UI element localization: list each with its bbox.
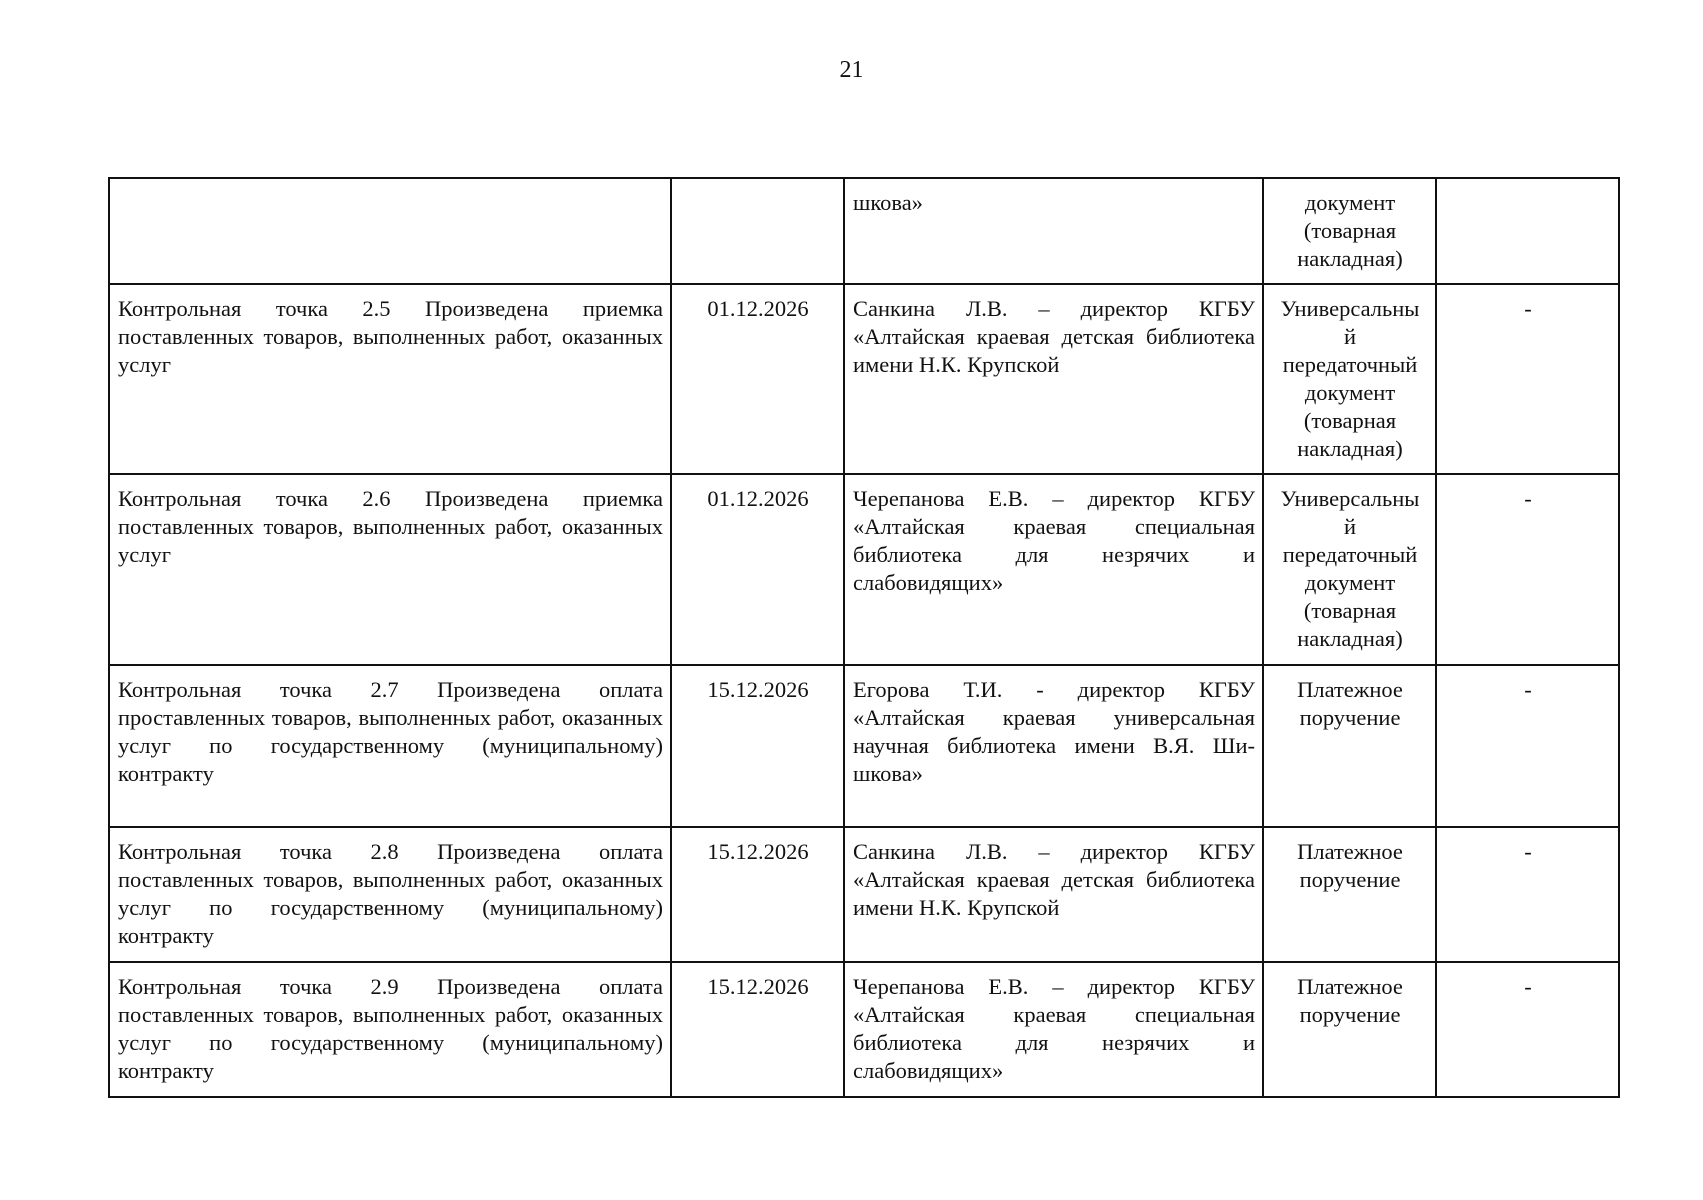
- cell-note: -: [1436, 474, 1619, 665]
- cell-document: Универсальны й передаточный документ (товарная накладная): [1263, 284, 1436, 474]
- table-row: [109, 665, 1619, 827]
- cell-note: -: [1436, 962, 1619, 1097]
- cell-date: 15.12.2026: [671, 665, 844, 827]
- cell-note: [1436, 178, 1619, 284]
- table-row: [109, 962, 1619, 1097]
- cell-responsible: Черепанова Е.В. – директор КГБУ «Алтайская краевая специальная библиотека для незрячих и слабовидящих»: [844, 474, 1263, 665]
- table-row-continuation: [109, 178, 1619, 284]
- page-number: 21: [839, 57, 864, 83]
- cell-document: Универсальны й передаточный документ (товарная накладная): [1263, 474, 1436, 665]
- cell-responsible: Егорова Т.И. - директор КГБУ «Алтайская краевая универсальная научная библиотека имени В.Я. Ши-шкова»: [844, 665, 1263, 827]
- cell-document: Платежное поручение: [1263, 827, 1436, 962]
- cell-event: Контрольная точка 2.8 Произведена оплата поставленных товаров, выполненных работ, оказанных услуг по государственному (муниципальному) контракту: [109, 827, 671, 962]
- cell-document: Платежное поручение: [1263, 962, 1436, 1097]
- cell-note: -: [1436, 827, 1619, 962]
- cell-date: 01.12.2026: [671, 284, 844, 474]
- cell-event: Контрольная точка 2.7 Произведена оплата проставленных товаров, выполненных работ, оказанных услуг по государственному (муниципальному) контракту: [109, 665, 671, 827]
- cell-event: [109, 178, 671, 284]
- cell-document: документ (товарная накладная): [1263, 178, 1436, 284]
- control-points-table: [108, 177, 1620, 1098]
- table-row: [109, 284, 1619, 474]
- table-row: [109, 474, 1619, 665]
- cell-responsible: Санкина Л.В. – директор КГБУ «Алтайская краевая детская библиотека имени Н.К. Крупской: [844, 827, 1263, 962]
- cell-responsible: шкова»: [844, 178, 1263, 284]
- cell-event: Контрольная точка 2.9 Произведена оплата поставленных товаров, выполненных работ, оказанных услуг по государственному (муниципальному) контракту: [109, 962, 671, 1097]
- cell-note: -: [1436, 284, 1619, 474]
- cell-responsible: Черепанова Е.В. – директор КГБУ «Алтайская краевая специальная библиотека для незрячих и слабовидящих»: [844, 962, 1263, 1097]
- cell-date: 15.12.2026: [671, 827, 844, 962]
- cell-document: Платежное поручение: [1263, 665, 1436, 827]
- cell-date: 01.12.2026: [671, 474, 844, 665]
- cell-responsible: Санкина Л.В. – директор КГБУ «Алтайская краевая детская библиотека имени Н.К. Крупской: [844, 284, 1263, 474]
- cell-event: Контрольная точка 2.5 Произведена приемка поставленных товаров, выполненных работ, оказанных услуг: [109, 284, 671, 474]
- cell-note: -: [1436, 665, 1619, 827]
- cell-date: [671, 178, 844, 284]
- table-row: [109, 827, 1619, 962]
- cell-event: Контрольная точка 2.6 Произведена приемка поставленных товаров, выполненных работ, оказанных услуг: [109, 474, 671, 665]
- cell-date: 15.12.2026: [671, 962, 844, 1097]
